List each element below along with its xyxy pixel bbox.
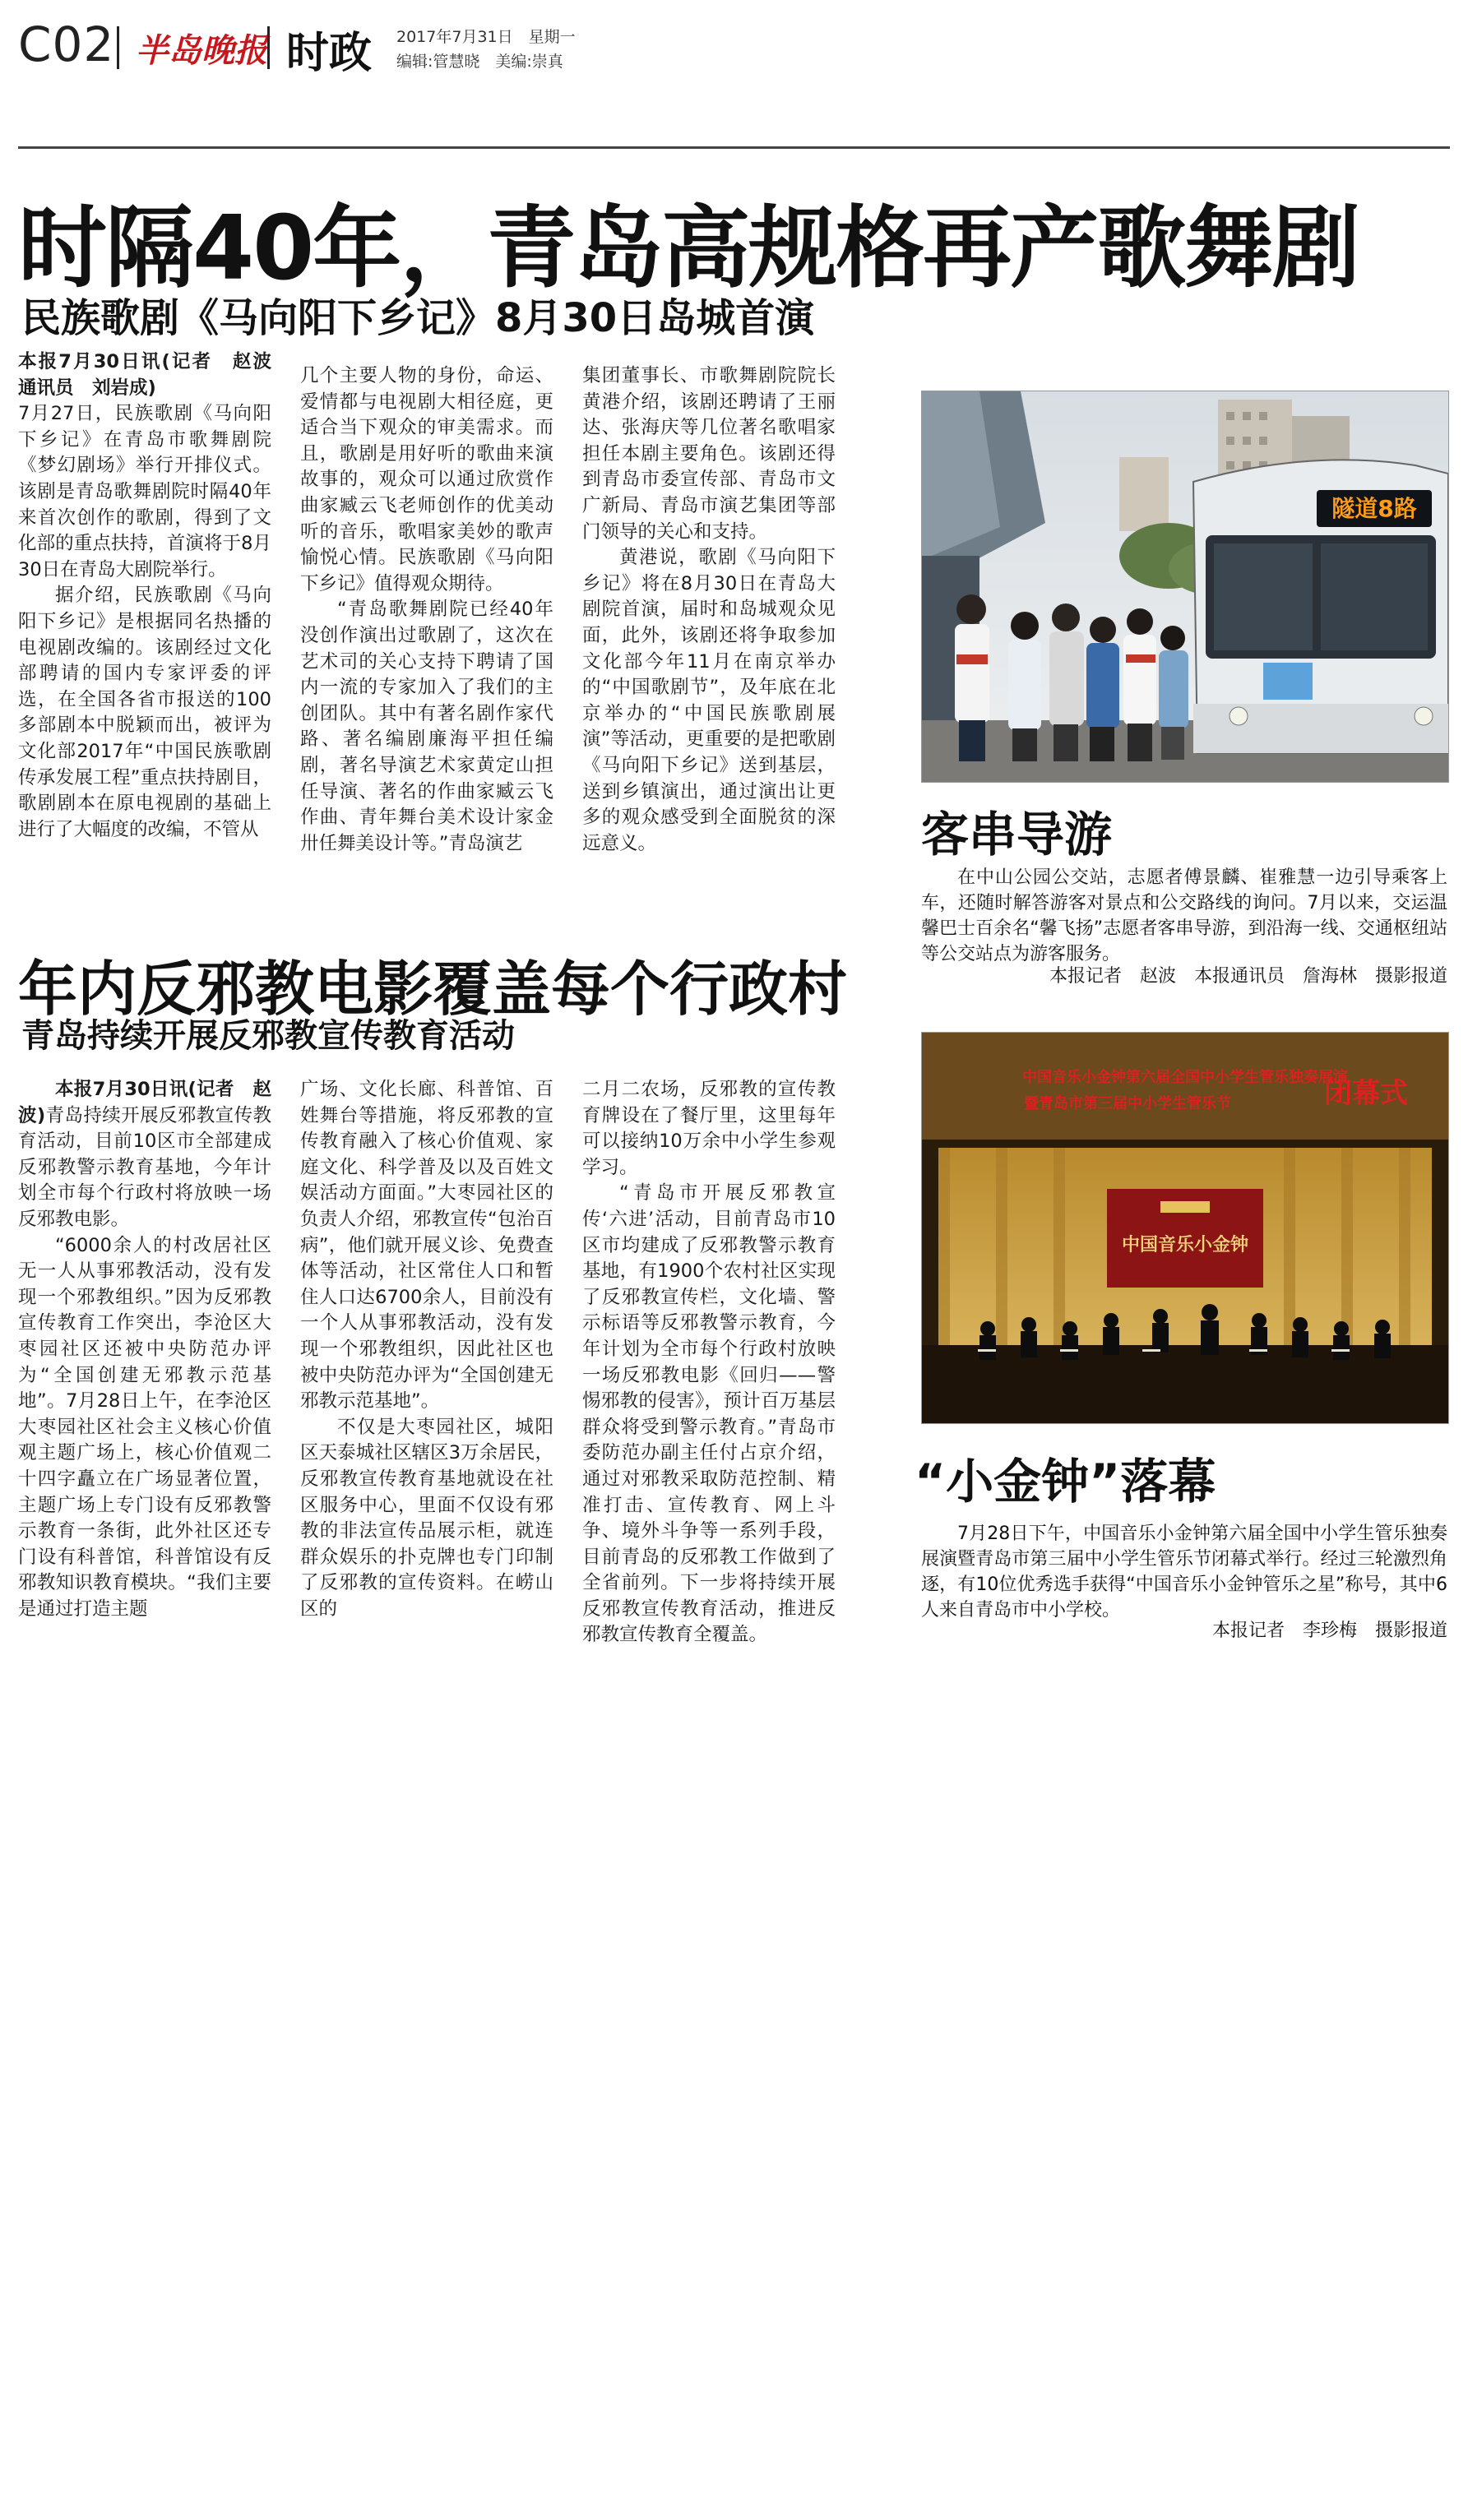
article1-paragraph: 据介绍，民族歌剧《马向阳下乡记》是根据同名热播的电视剧改编的。该剧经过文化部聘请的国内专家评委的评选，在全国各省市报送的100多部剧本中脱颖而出，被评为文化部2017年“中国民族歌剧传承发展工程”重点扶持剧目，歌剧剧本在原电视剧的基础上进行了大幅度的改编，不管从 [18,585,271,840]
bus-station-photo [921,391,1449,783]
bus-station-illustration [922,391,1448,782]
article2-column-2 [300,1077,553,1622]
article1-subhead: 民族歌剧《马向阳下乡记》8月30日岛城首演 [21,295,815,341]
masthead-divider [267,26,270,69]
article2-paragraph: “6000余人的村改居社区无一人从事邪教活动，没有发现一个邪教组织。”因为反邪教宣传教育工作突出，李沧区大枣园社区还被中央防范办评为“全国创建无邪教示范基地”。7月28日上午，在李沧区大枣园社区社会主义核心价值观主题广场上，核心价值观二十四字矗立在广场显著位置，主题广场上专门设有反邪教警示教育一条街，此外社区还专门设有科普馆，科普馆设有反邪教知识教育模块。“我们主要是通过打造主题 [18,1234,271,1620]
banner-closing: 闭幕式 [1324,1077,1408,1110]
article1-column-3 [582,363,836,857]
article1-paragraph: 黄港说，歌剧《马向阳下乡记》将在8月30日在青岛大剧院首演，届时和岛城观众见面，此外，该剧还将争取参加文化部今年11月在南京举办的“中国歌剧节”，及年底在北京举办的“中国民族歌剧展演”等活动，更重要的是把歌剧《马向阳下乡记》送到基层，送到乡镇演出，通过演出让更多的观众感受到全面脱贫的深远意义。 [582,547,836,854]
editor-credits: 编辑:管慧晓 美编:崇真 [396,53,563,71]
banner-line-2: 暨青岛市第三届中小学生管乐节 [1024,1095,1231,1112]
article1-byline: 本报7月30日讯(记者 赵波 通讯员 刘岩成) [18,351,290,399]
photo1-caption [921,865,1447,967]
photo2-caption [921,1521,1447,1623]
issue-date: 2017年7月31日 星期一 [396,28,576,46]
newspaper-logo: 半岛晚报 [136,31,267,70]
article1-paragraph: 集团董事长、市歌舞剧院院长黄港介绍，该剧还聘请了王丽达、张海庆等几位著名歌唱家担任本剧主要角色。该剧还得到青岛市委宣传部、青岛市文广新局、青岛市演艺集团等部门领导的关心和支持。 [582,365,836,543]
banner-line-1: 中国音乐小金钟第六届全国中小学生管乐独奏展演 [1022,1069,1348,1086]
concert-photo [921,1032,1449,1424]
concert-stage-illustration [922,1033,1448,1423]
article2-byline: 本报7月30日讯(记者 赵波) [18,1079,271,1126]
article2-paragraph: 青岛持续开展反邪教宣传教育活动，目前10区市全部建成反邪教警示教育基地，今年计划全市每个行政村将放映一场反邪教电影。 [18,1104,271,1230]
article1-headline: 时隔40年，青岛高规格再产歌舞剧 [18,197,1359,300]
article2-paragraph: “青岛市开展反邪教宣传‘六进’活动，目前青岛市10区市均建成了反邪教警示教育基地，有1900个农村社区实现了反邪教宣传栏，文化墙、警示标语等反邪教警示教育，今年计划为全市每个行政村放映一场反邪教电影《回归——警惕邪教的侵害》，预计百万基层群众将受到警示教育。”青岛市委防范办副主任付占京介绍，通过对邪教采取防范控制、精准打击、宣传教育、网上斗争、境外斗争等一系列手段，目前青岛的反邪教工作做到了全省前列。下一步将持续开展反邪教宣传教育活动，推进反邪教宣传教育全覆盖。 [582,1182,836,1646]
photo1-caption-text: 在中山公园公交站，志愿者傅景麟、崔雅慧一边引导乘客上车，还随时解答游客对景点和公交路线的询问。7月以来，交运温馨巴士百余名“馨飞扬”志愿者客串导游，到沿海一线、交通枢纽站等公交站点为游客服务。 [921,867,1447,964]
article2-headline: 年内反邪教电影覆盖每个行政村 [18,955,848,1024]
article2-subhead: 青岛持续开展反邪教宣传教育活动 [21,1017,515,1055]
header-rule [18,146,1450,149]
article1-paragraph: 几个主要人物的身份，命运、爱情都与电视剧大相径庭，更适合当下观众的审美需求。而且，歌剧是用好听的歌曲来演故事的，观众可以通过欣赏作曲家臧云飞老师创作的优美动听的音乐，歌唱家美妙的歌声愉悦心情。民族歌剧《马向阳下乡记》值得观众期待。 [300,365,553,594]
photo1-title: 客串导游 [921,807,1113,862]
photo1-credit: 本报记者 赵波 本报通讯员 詹海林 摄影报道 [1049,966,1447,987]
article2-column-3 [582,1077,836,1648]
photo2-credit: 本报记者 李珍梅 摄影报道 [1211,1621,1447,1641]
article2-paragraph: 广场、文化长廊、科普馆、百姓舞台等措施，将反邪教的宣传教育融入了核心价值观、家庭文化、科学普及以及百姓文娱活动方面面。”大枣园社区的负责人介绍，邪教宣传“包治百病”，他们就开展义诊、免费查体等活动，社区常住人口和暂住人口达6700余人，目前没有一个人从事邪教活动，没有发现一个邪教组织，因此社区也被中央防范办评为“全国创建无邪教示范基地”。 [300,1079,553,1413]
article1-column-1 [18,349,290,843]
article2-paragraph: 不仅是大枣园社区，城阳区天泰城社区辖区3万余居民，反邪教宣传教育基地就设在社区服务中心，里面不仅设有邪教的非法宣传品展示柜，就连群众娱乐的扑克牌也专门印制了反邪教的宣传资料。在崂山区的 [300,1416,553,1620]
masthead-divider [117,26,119,69]
article1-paragraph: “青岛歌舞剧院已经40年没创作演出过歌剧了，这次在艺术司的关心支持下聘请了国内一流的专家加入了我们的主创团队。其中有著名剧作家代路、著名编剧廉海平担任编剧，著名导演艺术家黄定山担任导演、著名的作曲家臧云飞作曲、青年舞台美术设计家金卅任舞美设计等。”青岛演艺 [300,599,553,854]
section-title: 时政 [286,29,373,78]
stage-logo: 中国音乐小金钟 [1121,1234,1249,1255]
article1-column-2 [300,363,553,857]
photo2-caption-text: 7月28日下午，中国音乐小金钟第六届全国中小学生管乐独奏展演暨青岛市第三届中小学生管乐节闭幕式举行。经过三轮激烈角逐，有10位优秀选手获得“中国音乐小金钟管乐之星”称号，其中6人来自青岛市中小学校。 [921,1524,1447,1621]
bus-route-sign: 隧道8路 [1331,495,1417,522]
page-number: C02 [18,16,115,72]
article1-paragraph: 7月27日，民族歌剧《马向阳下乡记》在青岛市歌舞剧院《梦幻剧场》举行开排仪式。该剧是青岛歌舞剧院时隔40年来首次创作的歌剧，得到了文化部的重点扶持，首演将于8月30日在青岛大剧院举行。 [18,403,271,580]
article2-paragraph: 二月二农场，反邪教的宣传教育牌设在了餐厅里，这里每年可以接纳10万余中小学生参观学习。 [582,1079,836,1178]
article2-column-1 [18,1077,271,1622]
photo2-title: “小金钟”落幕 [915,1454,1216,1510]
